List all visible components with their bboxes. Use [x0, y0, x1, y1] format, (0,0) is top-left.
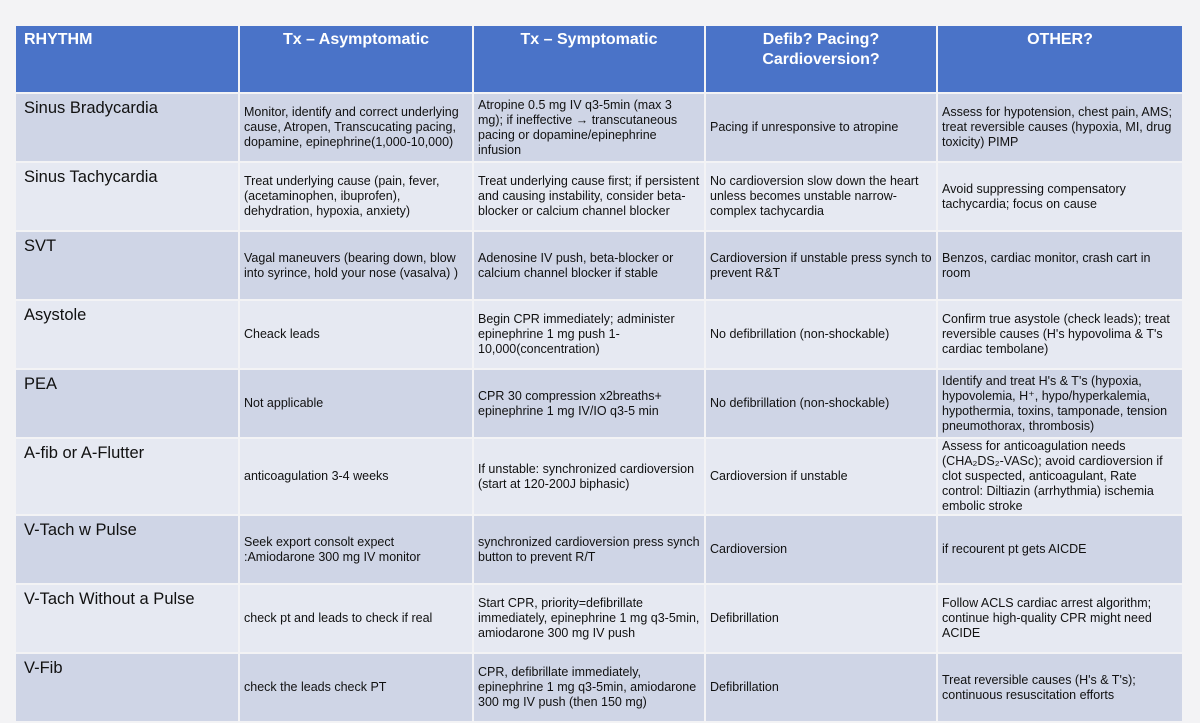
- tx-symptomatic-cell: Start CPR, priority=defibrillate immediately, epinephrine 1 mg q3-5min, amiodarone 300 mg IV push: [474, 585, 704, 652]
- table-row: [16, 585, 1182, 652]
- other-cell: Identify and treat H's & T's (hypoxia, hypovolemia, H⁺, hypo/hyperkalemia, hypothermia, toxins, tamponade, tension pneumothorax, thrombosis): [938, 370, 1182, 437]
- tx-symptomatic-cell: CPR 30 compression x2breaths+ epinephrine 1 mg IV/IO q3-5 min: [474, 370, 704, 437]
- rhythm-table: [14, 24, 1184, 723]
- header-tx-asymptomatic: Tx – Asymptomatic: [240, 26, 472, 92]
- defib-cell: Cardioversion if unstable press synch to prevent R&T: [706, 232, 936, 299]
- defib-cell: Defibrillation: [706, 585, 936, 652]
- table-row: [16, 232, 1182, 299]
- other-cell: Confirm true asystole (check leads); treat reversible causes (H's hypovolima & T's cardiac tembolane): [938, 301, 1182, 368]
- defib-cell: No defibrillation (non-shockable): [706, 301, 936, 368]
- table-row: [16, 94, 1182, 161]
- table-row: [16, 654, 1182, 721]
- tx-symptomatic-cell: CPR, defibrillate immediately, epinephrine 1 mg q3-5min, amiodarone 300 mg IV push (then 150 mg): [474, 654, 704, 721]
- defib-cell: Cardioversion: [706, 516, 936, 583]
- rhythm-cell: V-Tach Without a Pulse: [16, 585, 238, 652]
- tx-symptomatic-cell: Adenosine IV push, beta-blocker or calcium channel blocker if stable: [474, 232, 704, 299]
- rhythm-treatment-sheet: [14, 24, 1182, 709]
- tx-asymptomatic-cell: Monitor, identify and correct underlying cause, Atropen, Transcucating pacing, dopamine, epinephrine(1,000-10,000): [240, 94, 472, 161]
- table-row: [16, 439, 1182, 514]
- rhythm-cell: Sinus Tachycardia: [16, 163, 238, 230]
- rhythm-cell: PEA: [16, 370, 238, 437]
- tx-symptomatic-cell: synchronized cardioversion press synch button to prevent R/T: [474, 516, 704, 583]
- header-row: [16, 26, 1182, 92]
- defib-cell: No cardioversion slow down the heart unless becomes unstable narrow-complex tachycardia: [706, 163, 936, 230]
- other-cell: Treat reversible causes (H's & T's); continuous resuscitation efforts: [938, 654, 1182, 721]
- other-cell: Assess for hypotension, chest pain, AMS; treat reversible causes (hypoxia, MI, drug toxicity) PIMP: [938, 94, 1182, 161]
- tx-asymptomatic-cell: Vagal maneuvers (bearing down, blow into syrince, hold your nose (vasalva) ): [240, 232, 472, 299]
- other-cell: Assess for anticoagulation needs (CHA₂DS₂-VASc); avoid cardioversion if clot suspected, anticoagulant, Rate control: Diltiazin (arrhythmia) ischemia embolic stroke: [938, 439, 1182, 514]
- tx-asymptomatic-cell: check the leads check PT: [240, 654, 472, 721]
- tx-asymptomatic-cell: Not applicable: [240, 370, 472, 437]
- tx-asymptomatic-cell: check pt and leads to check if real: [240, 585, 472, 652]
- table-row: [16, 163, 1182, 230]
- tx-asymptomatic-cell: Cheack leads: [240, 301, 472, 368]
- rhythm-cell: V-Fib: [16, 654, 238, 721]
- tx-symptomatic-cell: Treat underlying cause first; if persistent and causing instability, consider beta-blocker or calcium channel blocker: [474, 163, 704, 230]
- header-tx-symptomatic: Tx – Symptomatic: [474, 26, 704, 92]
- table-row: [16, 370, 1182, 437]
- rhythm-cell: A-fib or A-Flutter: [16, 439, 238, 514]
- rhythm-cell: Sinus Bradycardia: [16, 94, 238, 161]
- tx-symptomatic-cell: Begin CPR immediately; administer epinephrine 1 mg push 1-10,000(concentration): [474, 301, 704, 368]
- tx-asymptomatic-cell: Treat underlying cause (pain, fever, (acetaminophen, ibuprofen), dehydration, hypoxia, anxiety): [240, 163, 472, 230]
- defib-cell: No defibrillation (non-shockable): [706, 370, 936, 437]
- rhythm-cell: SVT: [16, 232, 238, 299]
- defib-cell: Pacing if unresponsive to atropine: [706, 94, 936, 161]
- other-cell: Follow ACLS cardiac arrest algorithm; continue high-quality CPR might need ACIDE: [938, 585, 1182, 652]
- rhythm-cell: Asystole: [16, 301, 238, 368]
- defib-cell: Defibrillation: [706, 654, 936, 721]
- rhythm-cell: V-Tach w Pulse: [16, 516, 238, 583]
- tx-symptomatic-cell: Atropine 0.5 mg IV q3-5min (max 3 mg); if ineffective → transcutaneous pacing or dopamine/epinephrine infusion: [474, 94, 704, 161]
- tx-symptomatic-cell: If unstable: synchronized cardioversion (start at 120-200J biphasic): [474, 439, 704, 514]
- tx-asymptomatic-cell: Seek export consolt expect :Amiodarone 300 mg IV monitor: [240, 516, 472, 583]
- other-cell: if recourent pt gets AICDE: [938, 516, 1182, 583]
- table-row: [16, 516, 1182, 583]
- other-cell: Avoid suppressing compensatory tachycardia; focus on cause: [938, 163, 1182, 230]
- header-rhythm: RHYTHM: [16, 26, 238, 92]
- other-cell: Benzos, cardiac monitor, crash cart in room: [938, 232, 1182, 299]
- defib-cell: Cardioversion if unstable: [706, 439, 936, 514]
- header-other: OTHER?: [938, 26, 1182, 92]
- table-row: [16, 301, 1182, 368]
- header-defib-pacing-cardioversion: Defib? Pacing? Cardioversion?: [706, 26, 936, 92]
- tx-asymptomatic-cell: anticoagulation 3-4 weeks: [240, 439, 472, 514]
